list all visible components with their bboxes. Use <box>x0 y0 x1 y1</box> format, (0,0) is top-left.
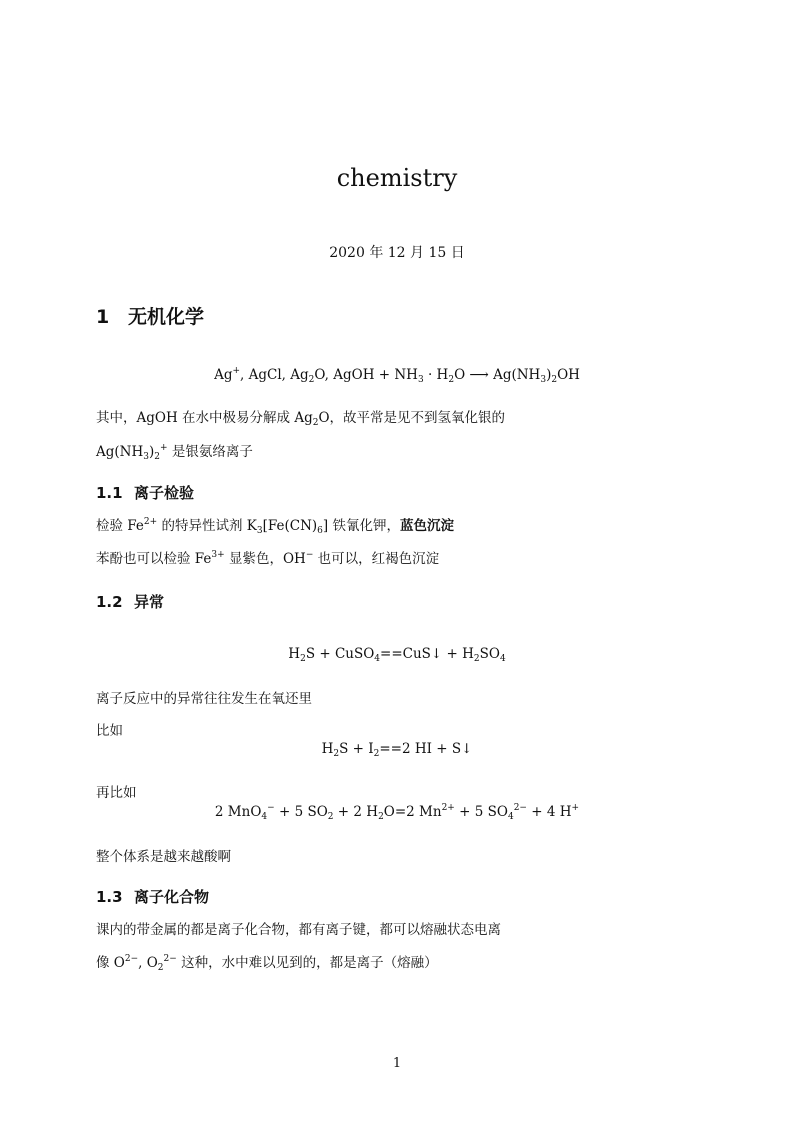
subsection-number: 1.1 <box>96 484 123 502</box>
document-title: chemistry <box>336 164 458 192</box>
section-title: 无机化学 <box>128 306 205 328</box>
subsection-heading-1-1 <box>96 482 194 503</box>
section-number: 1 <box>96 306 110 328</box>
page-number: 1 <box>392 1056 402 1071</box>
subsection-title: 异常 <box>134 593 165 611</box>
equation-h2s-cuso4: $H_2S$ + CuSO$_4$==CuS↓ + $H_2SO_4$ <box>288 646 506 664</box>
document-date: 2020 年 12 月 15 日 <box>329 245 465 261</box>
paragraph-increasingly-acidic: 整个体系是越来越酸啊 <box>96 849 231 865</box>
paragraph-ionic-compounds: 课内的带金属的都是离子化合物，都有离子键，都可以熔融状态电离 <box>96 922 501 938</box>
paragraph-silver-ammonia-ion: $Ag(NH_3)_2^+$ 是银氨络离子 <box>96 443 253 462</box>
paragraph-for-example: 比如 <box>96 723 123 739</box>
paragraph-redox-anomaly: 离子反应中的异常往往发生在氧还里 <box>96 691 312 707</box>
paragraph-fe2-test: 检验 $Fe^{2+}$ 的特异性试剂 $K_3[Fe(CN)_6]$ 铁氰化钾，蓝色沉淀 <box>96 517 454 536</box>
subsection-number: 1.3 <box>96 888 123 906</box>
paragraph-another-example: 再比如 <box>96 785 137 801</box>
subsection-heading-1-2 <box>96 591 164 612</box>
equation-h2s-i2: $H_2S + I_2==2$ HI + S↓ <box>321 741 473 759</box>
subsection-heading-1-3 <box>96 886 209 907</box>
equation-silver-ammonia: Ag+, AgCl, $Ag_2O$, AgOH + $NH_3 \cdot H_2O$ ⟶ $Ag(NH_3)_2OH$ <box>214 366 580 385</box>
section-heading-1 <box>96 302 204 329</box>
equation-permanganate-so2: 2 MnO$_4$− + 5 $SO_2 + 2$ $H_2O=2$ $Mn^{2+} + 5$ $SO_4^{2-} + 4$ H+ <box>214 803 580 822</box>
paragraph-oxide-peroxide: 像 $O^{2-}$, $O_2^{2-}$ 这种，水中难以见到的，都是离子（熔融） <box>96 954 438 973</box>
subsection-title: 离子检验 <box>134 484 195 502</box>
subsection-number: 1.2 <box>96 593 123 611</box>
subsection-title: 离子化合物 <box>134 888 210 906</box>
paragraph-fe3-test: 苯酚也可以检验 $Fe^{3+}$ 显紫色，OH− 也可以，红褐色沉淀 <box>96 550 440 567</box>
emphasis-blue-precipitate: 蓝色沉淀 <box>399 518 454 534</box>
paragraph-agoh: 其中，AgOH 在水中极易分解成 $Ag_2O$，故平常是见不到氢氧化银的 <box>96 410 506 428</box>
